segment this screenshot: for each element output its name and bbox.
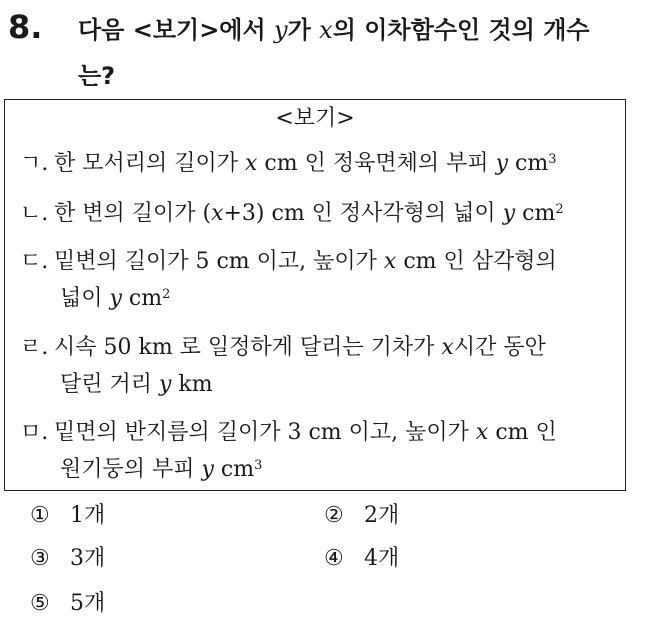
question-text-part: 가: [287, 16, 320, 44]
item-mark: ㄴ.: [20, 201, 49, 226]
bogi-item-4-cont: [20, 370, 660, 400]
variable-y: y: [502, 201, 516, 226]
variable-x: x: [475, 420, 489, 445]
item-text: 넓이: [60, 286, 110, 311]
item-text: +3) cm 인 정사각형의 넓이: [223, 201, 503, 226]
bogi-item-5: [20, 418, 620, 448]
item-unit: cm: [213, 457, 255, 482]
item-text: 달린 거리: [60, 372, 159, 397]
variable-x: x: [441, 335, 454, 360]
item-text: cm 인 정육면체의 부피: [257, 151, 496, 176]
choice-number: ①: [30, 503, 50, 528]
item-text: 한 변의 길이가 (: [54, 201, 212, 226]
item-unit: cm: [121, 286, 163, 311]
choice-2[interactable]: [324, 501, 399, 531]
variable-x: x: [245, 151, 258, 176]
variable-x: x: [319, 16, 333, 44]
choice-text: 2개: [364, 503, 400, 528]
variable-y: y: [159, 372, 172, 397]
choice-text: 3개: [70, 546, 106, 571]
exponent: 2: [555, 202, 564, 217]
item-text: 밑면의 반지름의 길이가 3 cm 이고, 높이가: [54, 420, 476, 445]
item-mark: ㄷ.: [20, 249, 49, 274]
item-text: 밑변의 길이가 5 cm 이고, 높이가: [54, 249, 384, 274]
choice-text: 1개: [70, 503, 106, 528]
choice-5[interactable]: [30, 589, 105, 619]
item-mark: ㄱ.: [20, 151, 49, 176]
choice-1[interactable]: [30, 501, 105, 531]
choice-text: 5개: [70, 591, 106, 616]
variable-y: y: [109, 286, 122, 311]
choice-number: ③: [30, 546, 50, 571]
item-unit: cm: [515, 201, 556, 226]
bogi-item-2: [20, 199, 620, 229]
bogi-item-5-cont: [20, 455, 660, 485]
item-text: cm 인: [488, 420, 557, 445]
item-unit: km: [171, 372, 213, 397]
exponent: 2: [162, 287, 171, 302]
variable-y: y: [274, 16, 288, 44]
bogi-item-4: [20, 333, 620, 363]
bogi-item-3: [20, 247, 620, 277]
variable-y: y: [201, 457, 214, 482]
choice-4[interactable]: [324, 544, 399, 574]
item-mark: ㅁ.: [20, 420, 49, 445]
bogi-title: <보기>: [275, 106, 355, 131]
variable-y: y: [495, 151, 509, 176]
item-unit: cm: [508, 151, 549, 176]
choice-number: ⑤: [30, 591, 50, 616]
exponent: 3: [548, 152, 557, 167]
choice-3[interactable]: [30, 544, 105, 574]
item-text: cm 인 삼각형의: [396, 249, 557, 274]
item-text: 원기둥의 부피: [60, 457, 202, 482]
question-text-part: 다음 <보기>에서: [78, 16, 275, 44]
choice-text: 4개: [364, 546, 400, 571]
bogi-item-3-cont: [20, 284, 660, 314]
question-text-part: 의 이차함수인 것의 개수: [332, 16, 590, 44]
question-text-line-2: 는?: [78, 62, 116, 90]
item-text: 한 모서리의 길이가: [54, 151, 245, 176]
choice-number: ②: [324, 503, 344, 528]
question-text-line-1: [78, 14, 648, 46]
variable-x: x: [383, 249, 397, 274]
choice-number: ④: [324, 546, 344, 571]
variable-x: x: [211, 201, 224, 226]
question-number: 8.: [8, 8, 43, 46]
item-text: 시속 50 km 로 일정하게 달리는 기차가: [54, 335, 442, 360]
item-text: 시간 동안: [453, 335, 546, 360]
bogi-item-1: [20, 149, 620, 179]
exponent: 3: [254, 458, 263, 473]
item-mark: ㄹ.: [20, 335, 49, 360]
